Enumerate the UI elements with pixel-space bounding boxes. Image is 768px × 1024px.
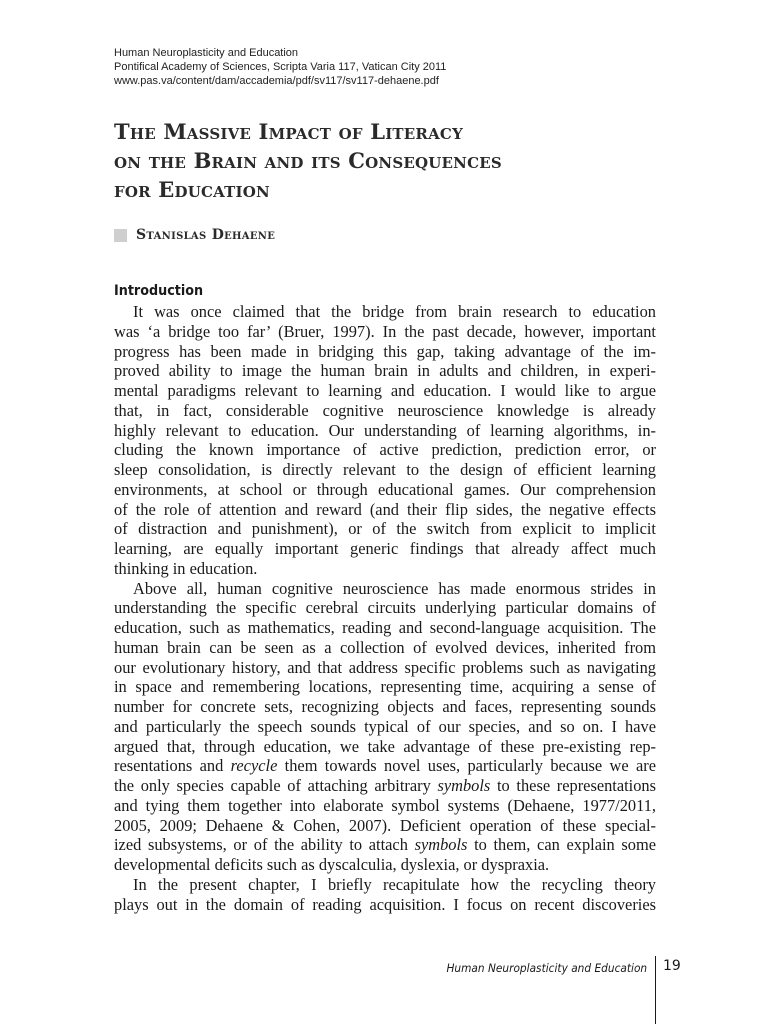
body-line: sleep consolidation, is directly relevant to the design of efficient learning [114, 460, 656, 479]
title-line: The Massive Impact of Literacy [114, 119, 463, 144]
body-line: and particularly the speech sounds typical of our species, and so on. I have [114, 716, 656, 736]
body-line: in space and remembering locations, representing time, acquiring a sense of [114, 677, 656, 697]
body-line: was ‘a bridge too far’ (Bruer, 1997). In the past decade, however, important [114, 321, 656, 341]
author-block [114, 227, 275, 243]
body-line: the only species capable of attaching arbitrary symbols to these representations [114, 776, 657, 795]
running-footer-title: Human Neuroplasticity and Education [446, 961, 647, 975]
source-header [114, 46, 446, 88]
page-number: 19 [663, 958, 681, 974]
author-marker-square [114, 229, 127, 242]
body-line: learning, are equally important generic findings that already affect much [114, 539, 656, 558]
body-line: mental paradigms relevant to learning and education. I would like to argue [114, 381, 656, 400]
body-line: thinking in education. [114, 558, 258, 578]
body-line: In the present chapter, I briefly recapitulate how the recycling theory [133, 874, 656, 894]
footer-divider [655, 956, 656, 1024]
body-line: human brain can be seen as a collection of evolved devices, inherited from [114, 637, 656, 657]
body-line: It was once claimed that the bridge from brain research to education [133, 302, 656, 321]
body-line: our evolutionary history, and that address specific problems such as navigating [114, 657, 656, 677]
title-line: for Education [114, 177, 270, 202]
title-line: on the Brain and its Consequences [114, 148, 502, 173]
body-line: developmental deficits such as dyscalculia, dyslexia, or dyspraxia. [114, 855, 550, 874]
body-line: highly relevant to education. Our understanding of learning algorithms, in- [114, 420, 656, 440]
body-line: education, such as mathematics, reading and second-language acquisition. The [114, 618, 656, 637]
body-line: cluding the known importance of active prediction, prediction error, or [114, 440, 656, 460]
body-line: number for concrete sets, recognizing objects and faces, representing sounds [114, 697, 656, 716]
body-line: ized subsystems, or of the ability to attach symbols to them, can explain some [114, 835, 656, 855]
body-line: Above all, human cognitive neuroscience has made enormous strides in [133, 578, 656, 598]
body-line: of the role of attention and reward (and their flip sides, the negative effects [114, 499, 656, 519]
body-line: argued that, through education, we take advantage of these pre-existing rep- [114, 736, 656, 756]
body-line: resentations and recycle them towards novel uses, particularly because we are [114, 756, 656, 776]
body-line: environments, at school or through educational games. Our comprehension [114, 479, 656, 499]
body-line: understanding the specific cerebral circuits underlying particular domains of [114, 598, 656, 618]
body-line: of distraction and punishment), or of the switch from explicit to implicit [114, 519, 656, 539]
body-line: proved ability to image the human brain in adults and children, in experi- [114, 361, 656, 381]
body-line: 2005, 2009; Dehaene & Cohen, 2007). Deficient operation of these special- [114, 815, 656, 835]
publisher-line: Pontifical Academy of Sciences, Scripta Varia 117, Vatican City 2011 [114, 61, 447, 73]
chapter-title [114, 117, 674, 204]
body-line: progress has been made in bridging this gap, taking advantage of the im- [114, 341, 656, 361]
body-line: and tying them together into elaborate symbol systems (Dehaene, 1977/2011, [114, 795, 656, 815]
body-text [114, 302, 656, 914]
author-name: Stanislas Dehaene [136, 227, 276, 243]
source-url: www.pas.va/content/dam/accademia/pdf/sv117/sv117-dehaene.pdf [114, 75, 439, 87]
body-line: that, in fact, considerable cognitive neuroscience knowledge is already [114, 400, 656, 420]
section-heading: Introduction [114, 283, 204, 299]
body-line: plays out in the domain of reading acquisition. I focus on recent discoveries [114, 894, 656, 914]
book-title: Human Neuroplasticity and Education [114, 47, 299, 59]
